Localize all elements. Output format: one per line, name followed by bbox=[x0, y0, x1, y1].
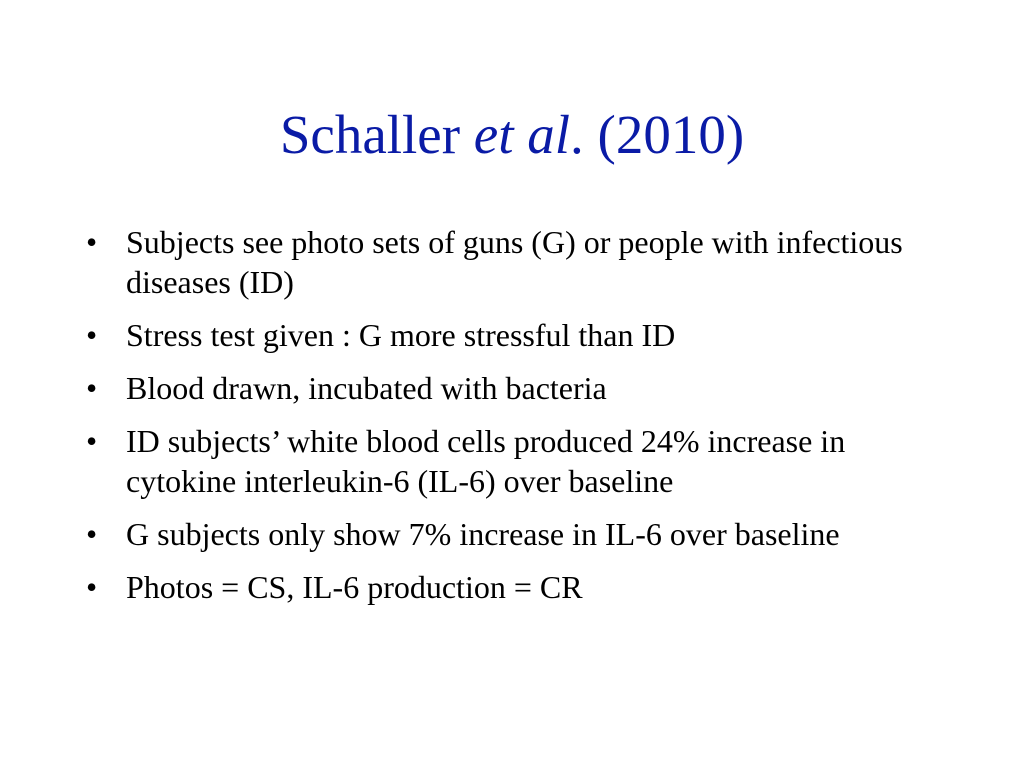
bullet-icon: • bbox=[86, 224, 98, 260]
bullet-item bbox=[86, 368, 946, 408]
bullet-text: G subjects only show 7% increase in IL-6 over baseline bbox=[126, 516, 840, 552]
bullet-text: Stress test given : G more stressful than ID bbox=[126, 317, 676, 353]
bullet-icon: • bbox=[86, 317, 98, 353]
bullet-text: Subjects see photo sets of guns (G) or people with infectious diseases (ID) bbox=[126, 224, 903, 300]
bullet-item bbox=[86, 315, 946, 355]
title-et-al: et al bbox=[473, 104, 571, 165]
bullet-text: Photos = CS, IL-6 production = CR bbox=[126, 569, 583, 605]
bullet-list bbox=[86, 222, 946, 620]
bullet-item bbox=[86, 421, 946, 501]
bullet-item bbox=[86, 222, 946, 302]
bullet-icon: • bbox=[86, 370, 98, 406]
bullet-text: Blood drawn, incubated with bacteria bbox=[126, 370, 607, 406]
bullet-icon: • bbox=[86, 516, 98, 552]
title-author: Schaller bbox=[279, 104, 474, 165]
title-year: . (2010) bbox=[570, 104, 745, 165]
bullet-item bbox=[86, 567, 946, 607]
bullet-icon: • bbox=[86, 569, 98, 605]
bullet-icon: • bbox=[86, 423, 98, 459]
slide-title bbox=[0, 97, 1024, 173]
bullet-item bbox=[86, 514, 946, 554]
bullet-text: ID subjects’ white blood cells produced 24% increase in cytokine interleukin-6 (IL-6) over baseline bbox=[126, 423, 846, 499]
